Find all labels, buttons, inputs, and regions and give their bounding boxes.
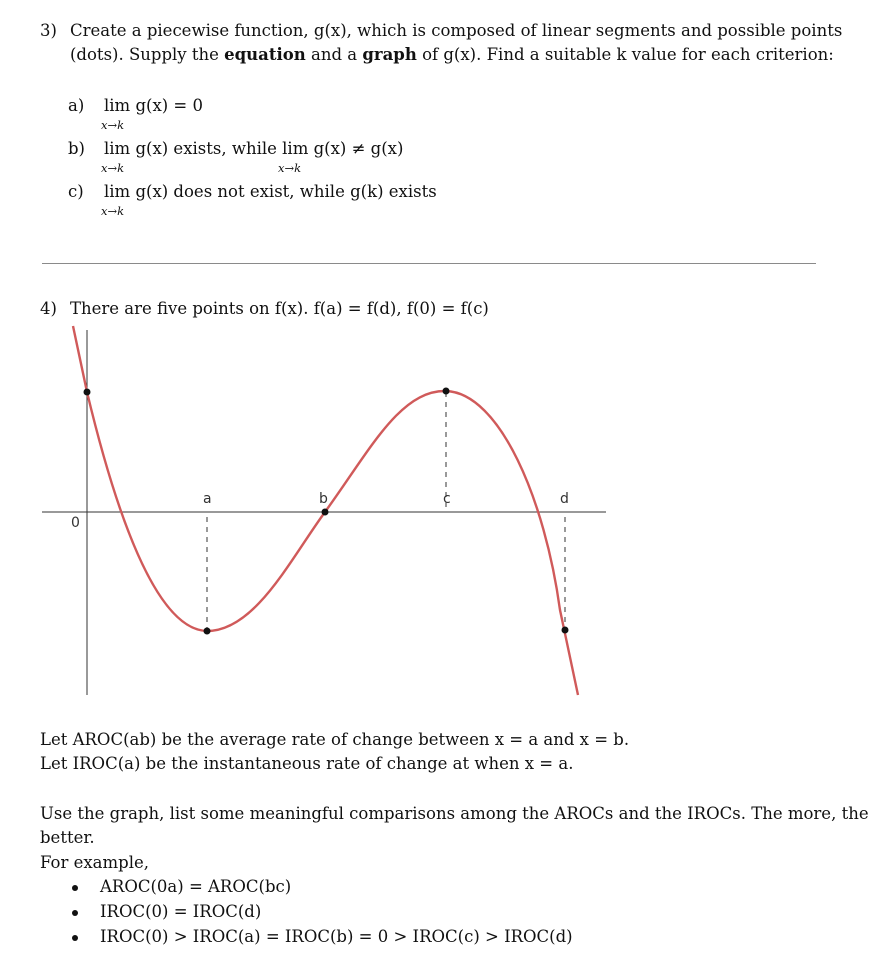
point-0 [84, 389, 91, 396]
q4-text: There are five points on f(x). f(a) = f(d), f(0) = f(c) [70, 299, 489, 318]
q3-item-a-sub: x→k [101, 118, 125, 132]
bullet-icon [72, 935, 78, 941]
q4-number: 4) [40, 299, 57, 318]
q3-item-b-text: lim g(x) exists, while lim g(x) ≠ g(x) [104, 139, 404, 158]
prompt-line1: Use the graph, list some meaningful comparisons among the AROCs and the IROCs. The more, the [40, 804, 869, 823]
q3-item-a-text: lim g(x) = 0 [104, 96, 203, 115]
q3-item-c-sub: x→k [101, 204, 125, 218]
point-b [322, 509, 329, 516]
point-a [204, 628, 211, 635]
example-3: IROC(0) > IROC(a) = IROC(b) = 0 > IROC(c) > IROC(d) [100, 927, 573, 946]
example-1: AROC(0a) = AROC(bc) [100, 877, 292, 896]
q3-line2: (dots). Supply the equation and a graph of g(x). Find a suitable k value for each criterion: [70, 45, 834, 64]
label-b: b [319, 491, 328, 507]
example-2: IROC(0) = IROC(d) [100, 902, 262, 921]
example-label: For example, [40, 853, 150, 872]
q3-number: 3) [40, 21, 57, 40]
bullet-icon [72, 910, 78, 916]
prompt-line2: better. [40, 828, 95, 847]
q3-item-b-sub: x→k [101, 161, 125, 175]
q3-line1: Create a piecewise function, g(x), which is composed of linear segments and possible points [70, 21, 843, 40]
bullet-icon [72, 885, 78, 891]
def-iroc: Let IROC(a) be the instantaneous rate of change at when x = a. [40, 754, 574, 773]
point-c [443, 388, 450, 395]
q3-item-b-label: b) [68, 139, 85, 158]
q3-item-c-text: lim g(x) does not exist, while g(k) exists [104, 182, 437, 201]
point-d [562, 627, 569, 634]
q3-item-a-label: a) [68, 96, 85, 115]
label-a: a [203, 491, 212, 507]
def-aroc: Let AROC(ab) be the average rate of change between x = a and x = b. [40, 730, 630, 749]
label-zero: 0 [71, 515, 80, 531]
label-c: c [443, 491, 451, 507]
q3-item-b-sub2: x→k [278, 161, 302, 175]
label-d: d [560, 491, 569, 507]
q3-item-c-label: c) [68, 182, 84, 201]
